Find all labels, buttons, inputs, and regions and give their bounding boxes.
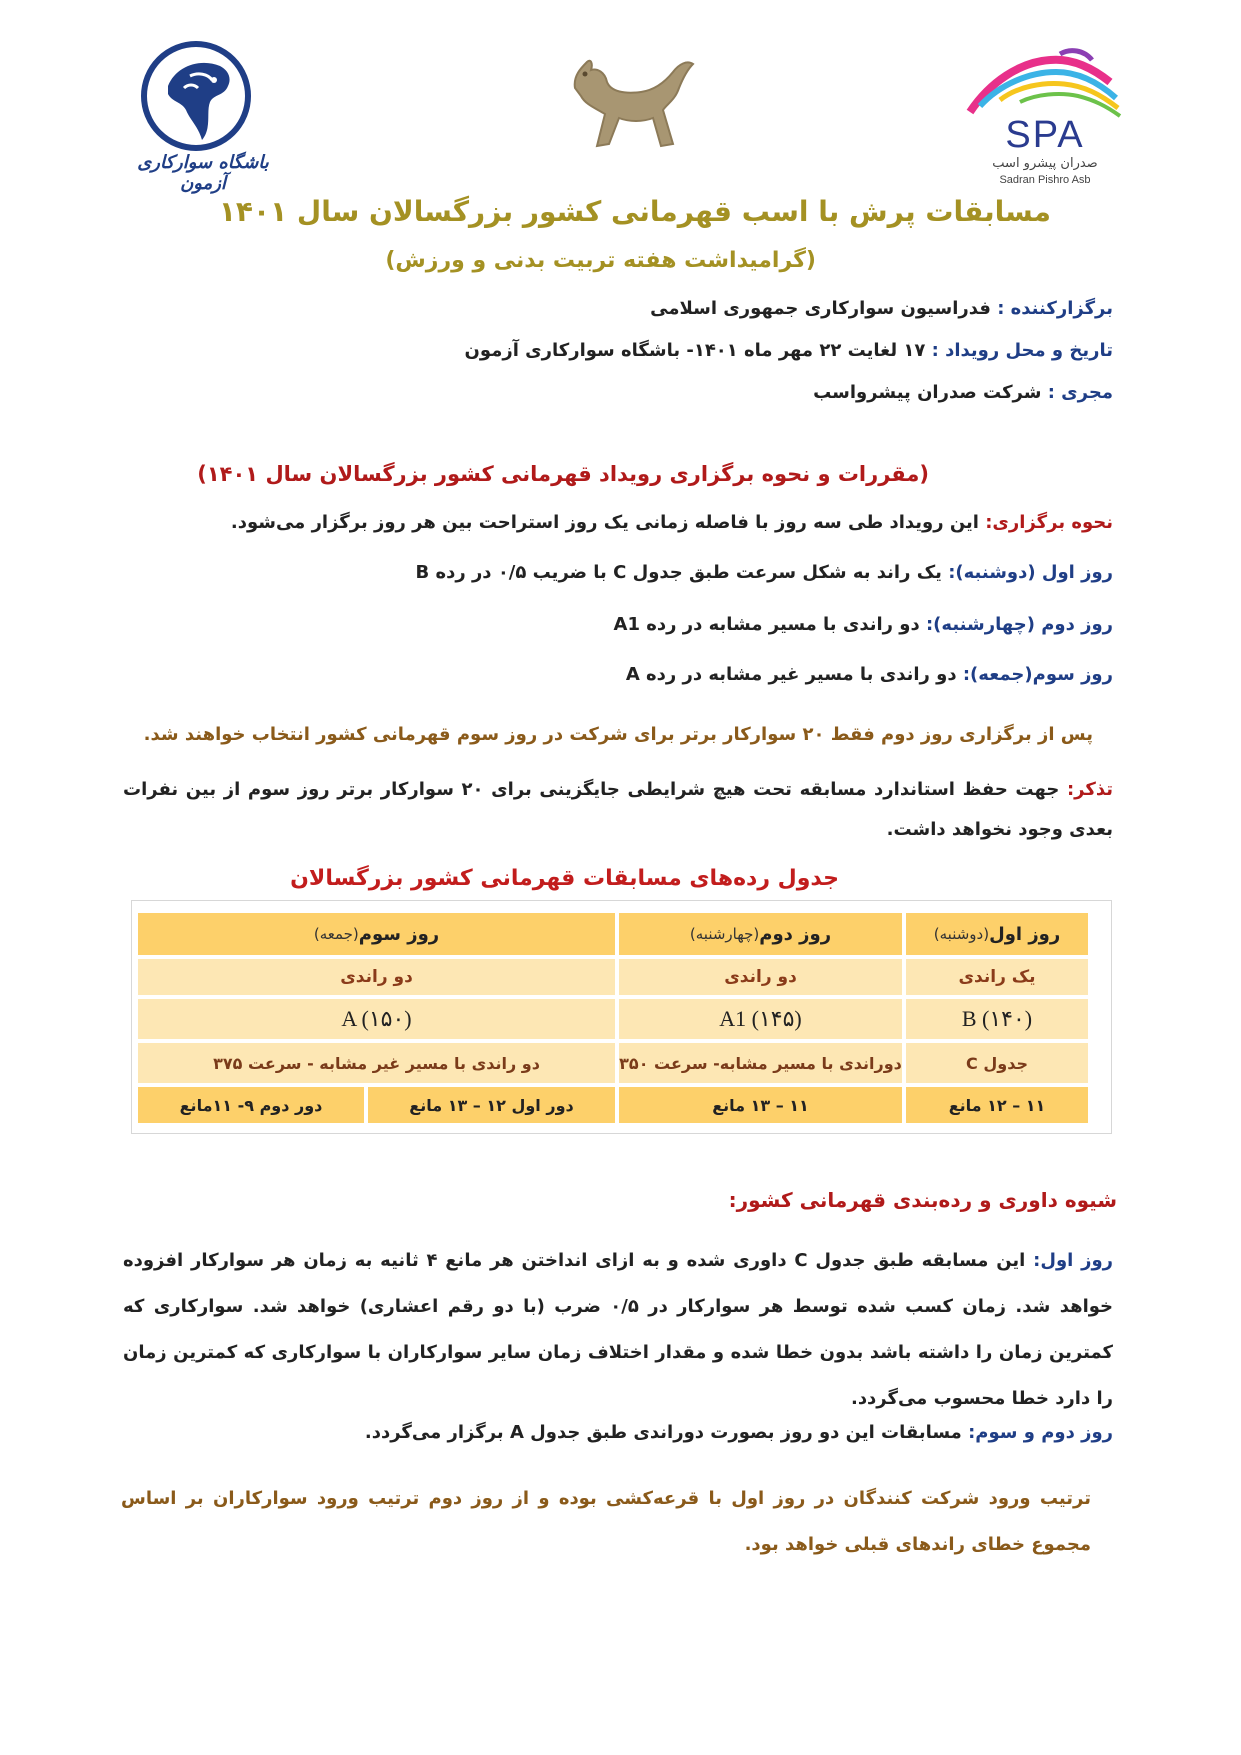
spa-logo-persian-text: صدران پیشرو اسب: [992, 156, 1098, 171]
class-day3: A (۱۵۰): [138, 999, 615, 1039]
date-venue-value: ۱۷ لغایت ۲۲ مهر ماه ۱۴۰۱- باشگاه سوارکاری آزمون: [464, 340, 932, 361]
rules-title: (مقررات و نحوه برگزاری رویداد قهرمانی کشور بزرگسالان سال ۱۴۰۱): [197, 462, 929, 486]
note-label: تذکر:: [1066, 779, 1113, 800]
executor-line: [213, 382, 1113, 403]
club-logo: [128, 36, 288, 196]
date-venue-line: [213, 340, 1113, 361]
note-paragraph: [123, 770, 1113, 850]
header-day2: [619, 913, 902, 955]
club-logo-text: باشگاه سوارکاری آزمون: [137, 152, 269, 194]
judging-day23-label: روز دوم و سوم:: [968, 1422, 1113, 1443]
obstacles-day2: ۱۱ – ۱۳ مانع: [619, 1087, 902, 1123]
header-day3-weekday: (جمعه): [313, 925, 359, 943]
day1-paragraph: [213, 562, 1113, 583]
table-title: جدول رده‌های مسابقات قهرمانی کشور بزرگسالان: [290, 866, 839, 891]
judging-day1-label: روز اول:: [1033, 1250, 1114, 1271]
judging-day1-paragraph: [123, 1238, 1113, 1422]
judging-day1-text: این مسابقه طبق جدول C داوری شده و به ازای انداختن هر مانع ۴ ثانیه به زمان هر سوارکار افزوده خواهد شد. زمان کسب شده توسط هر سوارکار در ۰/۵ ضرب (با دو رقم اعشاری) خواهد شد. سوارکاری که کمترین زمان را داشته باشد بدون خطا شده و مقدار اختلاف زمان سایر سوارکاران با سوارکاری که کمترین زمان را دارد خطا محسوب می‌گردد.: [123, 1250, 1113, 1409]
header-day2-label: روز دوم: [759, 923, 832, 945]
how-held-text: این رویداد طی سه روز با فاصله زمانی یک روز استراحت بین هر روز برگزار می‌شود.: [230, 512, 986, 533]
spa-logo-big-text: SPA: [1005, 114, 1085, 156]
rounds-day2: دو راندی: [619, 959, 902, 995]
day3-paragraph: [213, 664, 1113, 685]
day1-label: روز اول (دوشنبه):: [948, 562, 1113, 583]
day2-label: روز دوم (چهارشنبه):: [925, 614, 1113, 635]
rounds-day3: دو راندی: [138, 959, 615, 995]
header-day3-label: روز سوم: [358, 923, 440, 945]
judging-day23-paragraph: [153, 1422, 1113, 1443]
rounds-day1: یک راندی: [906, 959, 1088, 995]
header-day1-weekday: (دوشنبه): [933, 925, 990, 943]
horse-figure-logo: [555, 48, 705, 158]
organizer-value: فدراسیون سوارکاری جمهوری اسلامی: [650, 298, 998, 319]
obstacles-day3-round2: دور دوم ۹- ۱۱مانع: [138, 1087, 364, 1123]
date-venue-label: تاریخ و محل رویداد :: [931, 340, 1113, 361]
day3-label: روز سوم(جمعه):: [962, 664, 1113, 685]
spa-logo: [960, 42, 1130, 186]
format-day1: جدول C: [906, 1043, 1088, 1083]
how-held-paragraph: [133, 512, 1113, 533]
executor-value: شرکت صدران پیشرواسب: [813, 382, 1048, 403]
obstacles-day3-round1: دور اول ۱۲ – ۱۳ مانع: [368, 1087, 615, 1123]
format-day3: دو راندی با مسیر غیر مشابه - سرعت ۳۷۵: [138, 1043, 615, 1083]
entry-order-paragraph: ترتیب ورود شرکت کنندگان در روز اول با قرعه‌کشی بوده و از روز دوم ترتیب ورود سوارکاران بر اساس مجموع خطای راندهای قبلی خواهد بود.: [121, 1488, 1091, 1555]
selection-paragraph: پس از برگزاری روز دوم فقط ۲۰ سوارکار برتر برای شرکت در روز سوم قهرمانی کشور انتخاب خواهند شد.: [143, 724, 1093, 745]
day2-paragraph: [213, 614, 1113, 635]
day1-text: یک راند به شکل سرعت طبق جدول C با ضریب ۰/۵ در رده B: [415, 562, 949, 583]
document-title: مسابقات پرش با اسب قهرمانی کشور بزرگسالان سال ۱۴۰۱: [218, 195, 1051, 228]
document-subtitle: (گرامیداشت هفته تربیت بدنی و ورزش): [385, 248, 816, 273]
spa-logo-english-text: Sadran Pishro Asb: [999, 174, 1091, 186]
organizer-line: [213, 298, 1113, 319]
header-day2-weekday: (چهارشنبه): [689, 925, 760, 943]
how-held-label: نحوه برگزاری:: [985, 512, 1113, 533]
format-day2: دوراندی با مسیر مشابه- سرعت ۳۵۰: [619, 1043, 902, 1083]
class-day2: A1 (۱۴۵): [619, 999, 902, 1039]
class-day1: B (۱۴۰): [906, 999, 1088, 1039]
judging-title: شیوه داوری و رده‌بندی قهرمانی کشور:: [728, 1188, 1117, 1212]
horse-figure-icon: [555, 48, 705, 158]
obstacles-day1: ۱۱ – ۱۲ مانع: [906, 1087, 1088, 1123]
classes-table: [131, 900, 1112, 1134]
judging-day23-text: مسابقات این دو روز بصورت دوراندی طبق جدول A برگزار می‌گردد.: [364, 1422, 969, 1443]
colorful-horse-icon: [960, 42, 1130, 122]
day2-text: دو راندی با مسیر مشابه در رده A1: [613, 614, 926, 635]
day3-text: دو راندی با مسیر غیر مشابه در رده A: [625, 664, 963, 685]
header-day1: [906, 913, 1088, 955]
header-day1-label: روز اول: [989, 923, 1061, 945]
organizer-label: برگزارکننده :: [997, 298, 1113, 319]
header-day3: [138, 913, 615, 955]
executor-label: مجری :: [1047, 382, 1113, 403]
note-text: جهت حفظ استاندارد مسابقه تحت هیچ شرایطی جایگزینی برای ۲۰ سوارکار برتر روز سوم از بین نفرات بعدی وجود نخواهد داشت.: [123, 779, 1113, 840]
